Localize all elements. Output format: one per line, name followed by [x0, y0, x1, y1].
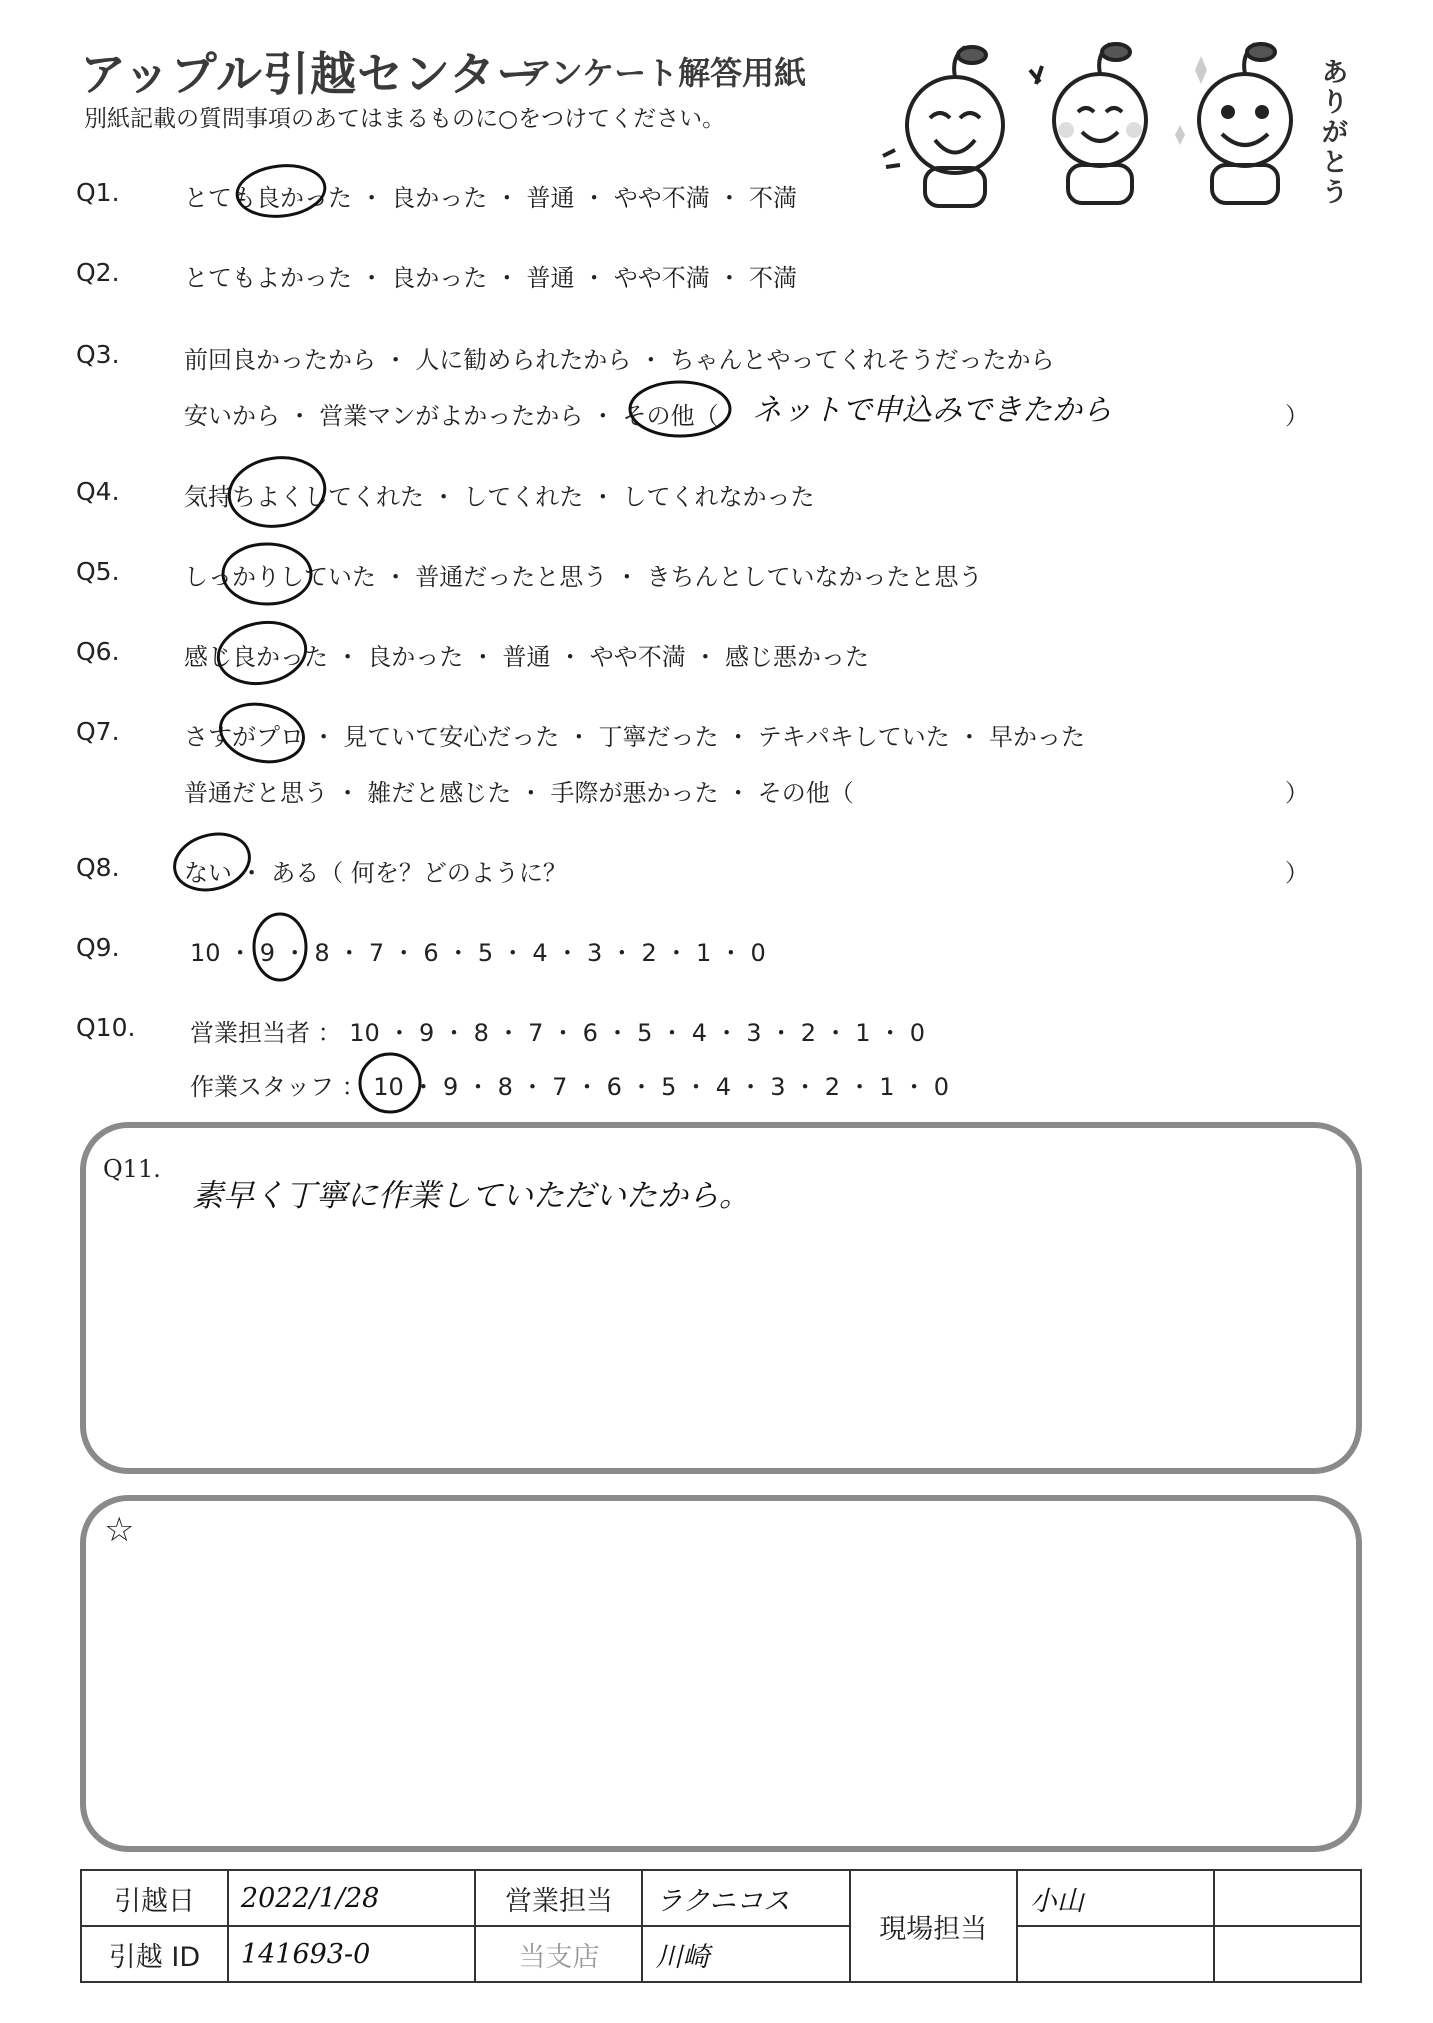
answer-options: 営業担当者 ： 10 ・ 9 ・ 8 ・ 7 ・ 6 ・ 5 ・ 4 ・ 3 ・ 2 ・ 1 ・ 0: [190, 1019, 926, 1047]
circle-mark: [630, 382, 730, 436]
answer-options: さすがプロ ・ 見ていて安心だった ・ 丁寧だった ・ テキパキしていた ・ 早かった: [184, 723, 1086, 751]
circle-mark: [360, 1054, 420, 1112]
moving-date-value: 2022/1/28: [228, 1870, 476, 1926]
sales-value: ラクニコス: [642, 1870, 849, 1926]
company-name: アップル引越センター: [80, 47, 544, 101]
instruction-text: 別紙記載の質問事項のあてはまるものに○をつけてください。: [84, 106, 726, 132]
handwritten-comment: 素早く丁寧に作業していただいたから。: [192, 1178, 750, 1214]
site-value: 小山: [1017, 1870, 1214, 1926]
question-label: Q7.: [76, 717, 120, 746]
bracket-close: ）: [1285, 402, 1309, 430]
question-label: Q9.: [76, 933, 120, 962]
answer-options: 感じ良かった ・ 良かった ・ 普通 ・ やや不満 ・ 感じ悪かった: [184, 643, 870, 671]
bracket-close: ）: [1285, 859, 1309, 887]
empty-cell: [1214, 1926, 1361, 1982]
question-label: Q8.: [76, 853, 120, 882]
answer-options: しっかりしていた ・ 普通だったと思う ・ きちんとしていなかったと思う: [184, 563, 983, 591]
answer-options: 作業スタッフ ： 10 ・ 9 ・ 8 ・ 7 ・ 6 ・ 5 ・ 4 ・ 3 ・ 2 ・ 1 ・ 0: [190, 1073, 950, 1101]
empty-cell: [1017, 1926, 1214, 1982]
question-label: Q1.: [76, 178, 120, 207]
question-label: Q2.: [76, 258, 120, 287]
handwritten-other-reason: ネットで申込みできたから: [752, 393, 1112, 428]
circle-mark: [225, 452, 330, 533]
site-label: 現場担当: [850, 1870, 1017, 1982]
circle-mark: [223, 544, 311, 604]
empty-cell: [1214, 1870, 1361, 1926]
circle-mark: [168, 826, 255, 898]
circle-mark: [213, 616, 310, 690]
answer-options: とても良かった ・ 良かった ・ 普通 ・ やや不満 ・ 不満: [184, 184, 798, 212]
moving-id-label: 引越 ID: [81, 1926, 228, 1982]
moving-id-value: 141693-0: [228, 1926, 476, 1982]
q11-label: Q11.: [103, 1155, 161, 1183]
sales-label: 営業担当: [475, 1870, 642, 1926]
form-title: アンケート解答用紙: [520, 54, 807, 92]
answer-options: 前回良かったから ・ 人に勧められたから ・ ちゃんとやってくれそうだったから: [184, 346, 1055, 374]
answer-options: ない ・ ある（ 何を？どのように？: [184, 859, 567, 887]
branch-label: 当支店: [475, 1926, 642, 1982]
answer-options: 10 ・ 9 ・ 8 ・ 7 ・ 6 ・ 5 ・ 4 ・ 3 ・ 2 ・ 1 ・ 0: [190, 939, 766, 967]
info-table: [80, 1869, 1362, 1983]
moving-date-label: 引越日: [81, 1870, 228, 1926]
circle-mark: [254, 914, 306, 980]
question-label: Q5.: [76, 557, 120, 586]
answer-options: とてもよかった ・ 良かった ・ 普通 ・ やや不満 ・ 不満: [184, 264, 798, 292]
free-comment-box: [80, 1495, 1362, 1852]
answer-options: 安いから ・ 営業マンがよかったから ・ その他（: [184, 402, 719, 430]
star-icon: ☆: [104, 1510, 135, 1550]
answer-options: 普通だと思う ・ 雑だと感じた ・ 手際が悪かった ・ その他（: [184, 779, 854, 807]
answer-options: 気持ちよくしてくれた ・ してくれた ・ してくれなかった: [184, 483, 815, 511]
question-label: Q3.: [76, 340, 120, 369]
question-label: Q10.: [76, 1013, 136, 1042]
bracket-close: ）: [1285, 779, 1309, 807]
circle-mark: [235, 162, 328, 221]
question-label: Q4.: [76, 477, 120, 506]
mascot-caption: ありがとう: [1322, 58, 1349, 208]
circle-mark: [215, 697, 309, 769]
question-label: Q6.: [76, 637, 120, 666]
branch-value: 川崎: [642, 1926, 849, 1982]
